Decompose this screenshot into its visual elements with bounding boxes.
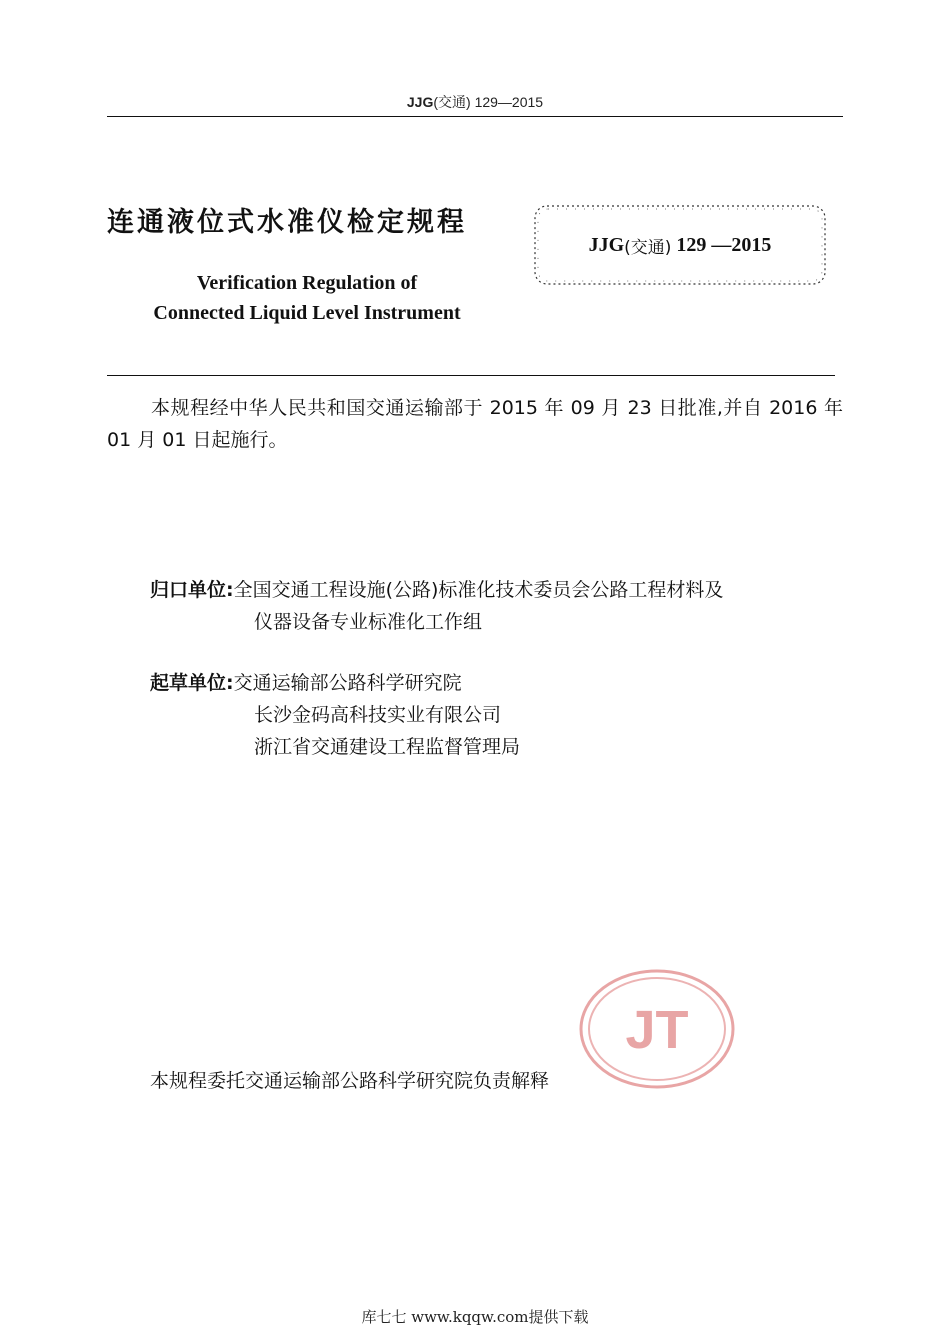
jt-stamp-graphic	[578, 968, 736, 1090]
title-english-line2: Connected Liquid Level Instrument	[153, 302, 461, 324]
drafting-unit-line-1: 交通运输部公路科学研究院	[233, 672, 462, 694]
drafting-unit-line-3: 浙江省交通建设工程监督管理局	[254, 736, 521, 758]
jt-stamp-text: JT	[625, 1000, 689, 1060]
drafting-unit-label: 起草单位:	[150, 672, 234, 694]
title-chinese: 连通液位式水准仪检定规程	[107, 207, 467, 238]
title-english	[107, 268, 507, 328]
code-box-label	[532, 203, 828, 287]
approval-paragraph: 本规程经中华人民共和国交通运输部于 2015 年 09 月 23 日批准,并自 2016 年 01 月 01 日起施行。	[107, 397, 843, 451]
code-box	[532, 203, 828, 287]
header-code-prefix: JJG	[406, 94, 434, 110]
download-footer: 库七七 www.kqqw.com提供下载	[361, 1308, 589, 1326]
responsible-unit-label: 归口单位:	[150, 579, 234, 601]
code-box-prefix: JJG	[588, 233, 625, 256]
code-box-number: 129 —2015	[676, 233, 772, 256]
responsible-unit-block	[150, 574, 723, 638]
header-code-suffix: 129—2015	[474, 94, 544, 110]
drafting-unit-line-2: 长沙金码高科技实业有限公司	[254, 704, 502, 726]
drafting-unit-block	[150, 667, 520, 763]
code-box-paren: (交通)	[624, 237, 672, 258]
header-divider	[107, 116, 843, 117]
document-code-header	[0, 92, 950, 112]
jt-watermark-stamp	[578, 968, 736, 1090]
responsible-unit-row	[150, 574, 723, 606]
responsible-unit-line-1: 全国交通工程设施(公路)标准化技术委员会公路工程材料及	[233, 579, 724, 601]
title-english-line1: Verification Regulation of	[196, 272, 418, 294]
drafting-unit-row	[150, 667, 520, 699]
title-divider	[107, 375, 835, 376]
header-code-paren: (交通)	[433, 94, 471, 110]
interpretation-note: 本规程委托交通运输部公路科学研究院负责解释	[150, 1070, 550, 1092]
responsible-unit-line-2: 仪器设备专业标准化工作组	[254, 611, 483, 633]
